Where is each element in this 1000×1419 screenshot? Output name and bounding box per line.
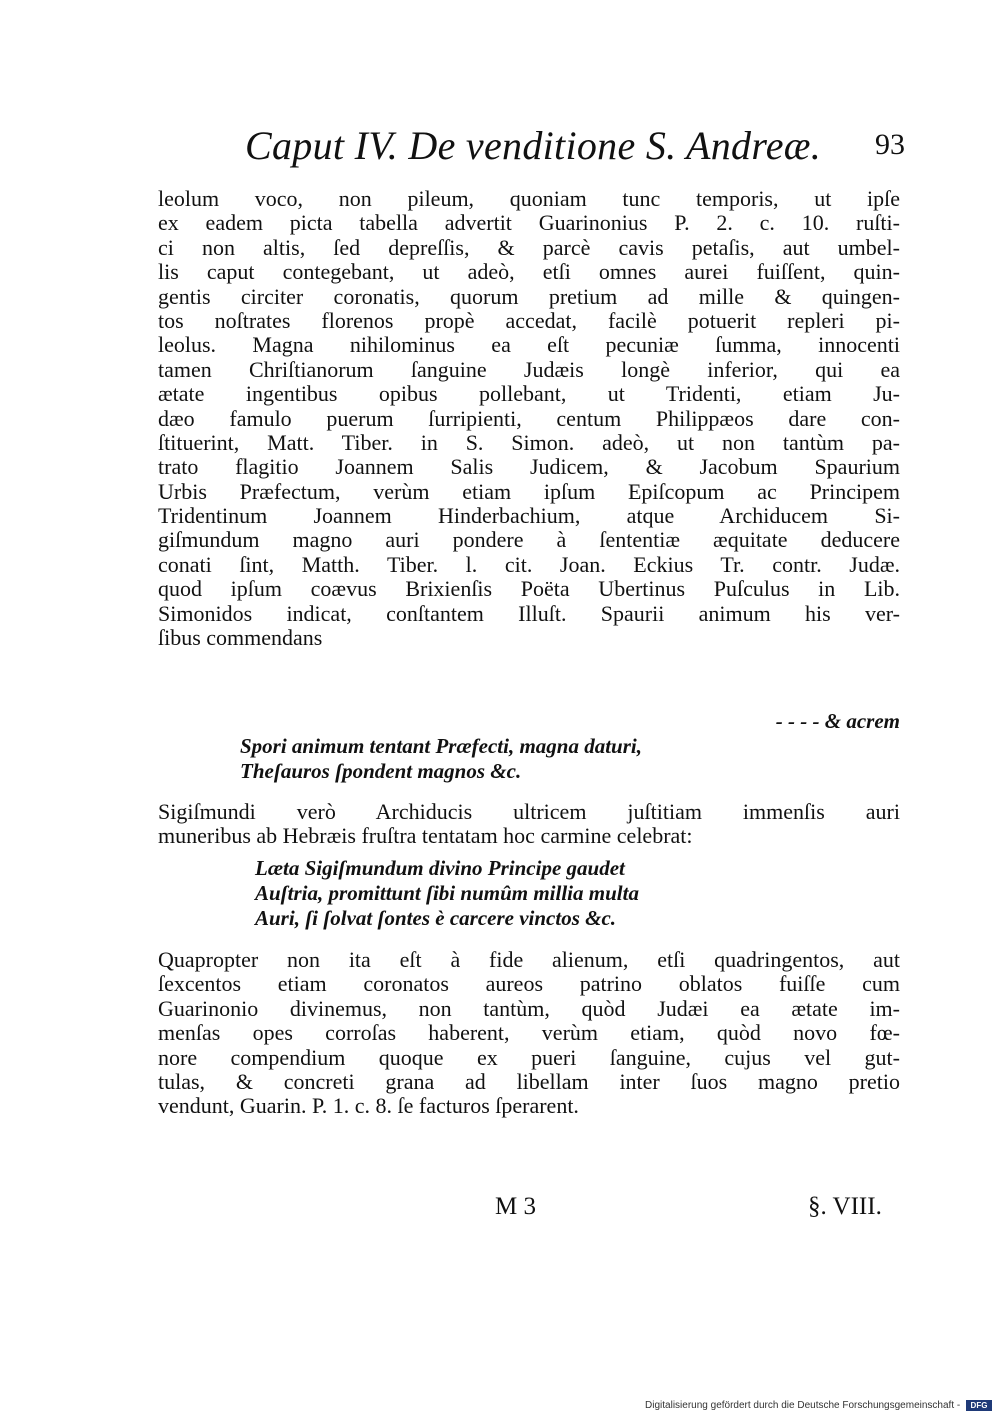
paragraph-3 [158, 948, 900, 1119]
text-line: ex eadem picta tabella advertit Guarinonius P. 2. c. 10. ruſti- [158, 210, 900, 236]
verse-quote-1 [240, 709, 900, 784]
text-line: ætate ingentibus opibus pollebant, ut Tridenti, etiam Ju- [158, 381, 900, 407]
text-line: tos noſtrates florenos propè accedat, facilè potuerit repleri pi- [158, 307, 900, 333]
paragraph-2 [158, 800, 900, 849]
verse-line: Auſtria, promittunt ſibi numûm millia multa [255, 881, 639, 905]
page-number: 93 [875, 128, 905, 161]
text-line: menſas opes corroſas haberent, verùm etiam, quòd novo fœ- [158, 1020, 900, 1046]
text-line: ſtituerint, Matt. Tiber. in S. Simon. adeò, ut non tantùm pa- [158, 429, 900, 455]
text-line: Tridentinum Joannem Hinderbachium, atque Archiducem Si- [158, 503, 900, 529]
dfg-logo: DFG [966, 1400, 992, 1411]
text-line: lis caput contegebant, ut adeò, etſi omnes aurei fuiſſent, quin- [158, 259, 900, 285]
text-line: leolus. Magna nihilominus ea eſt pecuniæ ſumma, innocenti [158, 332, 900, 358]
text-line: gentis circiter coronatis, quorum pretium ad mille & quingen- [158, 283, 900, 309]
digitization-credit [645, 1399, 992, 1413]
verse-quote-2 [255, 856, 915, 931]
text-line: conati ſint, Matth. Tiber. l. cit. Joan. Eckius Tr. contr. Judæ. [158, 551, 900, 577]
text-line: Simonidos indicat, conſtantem Illuſt. Spaurii animum his ver- [158, 600, 900, 626]
verse-line: - - - - & acrem [775, 709, 900, 733]
text-line: tamen Chriſtianorum ſanguine Judæis longè inferior, qui ea [158, 356, 900, 382]
text-line: Urbis Præfectum, verùm etiam ipſum Epiſcopum ac Principem [158, 478, 900, 504]
verse-line: Auri, ſi ſolvat ſontes è carcere vinctos &c. [255, 906, 617, 930]
paragraph-1 [158, 187, 900, 650]
text-line: leolum voco, non pileum, quoniam tunc temporis, ut ipſe [158, 186, 900, 211]
text-line: Guarinonio divinemus, non tantùm, quòd Judæi ea ætate im- [158, 995, 900, 1021]
text-line: ſexcentos etiam coronatos aureos patrino oblatos fuiſſe cum [158, 971, 900, 997]
credit-text: Digitalisierung gefördert durch die Deutsche Forschungsgemeinschaft - [645, 1400, 961, 1411]
text-line: quod ipſum coævus Brixienſis Poëta Ubertinus Puſculus in Lib. [158, 576, 900, 602]
catchword-section: §. VIII. [808, 1193, 882, 1220]
text-line: giſmundum magno auri pondere à ſententiæ æquitate deducere [158, 527, 900, 553]
text-line: Quapropter non ita eſt à fide alienum, etſi quadringentos, aut [158, 947, 900, 972]
verse-line: Læta Sigiſmundum divino Principe gaudet [255, 856, 625, 880]
text-line: muneribus ab Hebræis fruſtra tentatam hoc carmine celebrat: [158, 823, 693, 849]
verse-line: Theſauros ſpondent magnos &c. [240, 759, 522, 783]
signature-mark: M 3 [495, 1193, 536, 1220]
text-line: dæo famulo puerum ſurripienti, centum Philippæos dare con- [158, 405, 900, 431]
header-title: Caput IV. De venditione S. Andreæ. [245, 123, 822, 168]
text-line: vendunt, Guarin. P. 1. c. 8. ſe facturos ſperarent. [158, 1093, 579, 1119]
text-line: ci non altis, ſed depreſſis, & parcè cavis petaſis, aut umbel- [158, 234, 900, 260]
text-line: trato flagitio Joannem Salis Judicem, & Jacobum Spaurium [158, 454, 900, 480]
running-header [245, 122, 905, 172]
text-line: nore compendium quoque ex pueri ſanguine, cujus vel gut- [158, 1044, 900, 1070]
text-line: tulas, & concreti grana ad libellam inter ſuos magno pretio [158, 1068, 900, 1094]
text-line: Sigiſmundi verò Archiducis ultricem juſtitiam immenſis auri [158, 799, 900, 824]
text-line: ſibus commendans [158, 625, 323, 651]
verse-line: Spori animum tentant Præfecti, magna daturi, [240, 734, 642, 758]
